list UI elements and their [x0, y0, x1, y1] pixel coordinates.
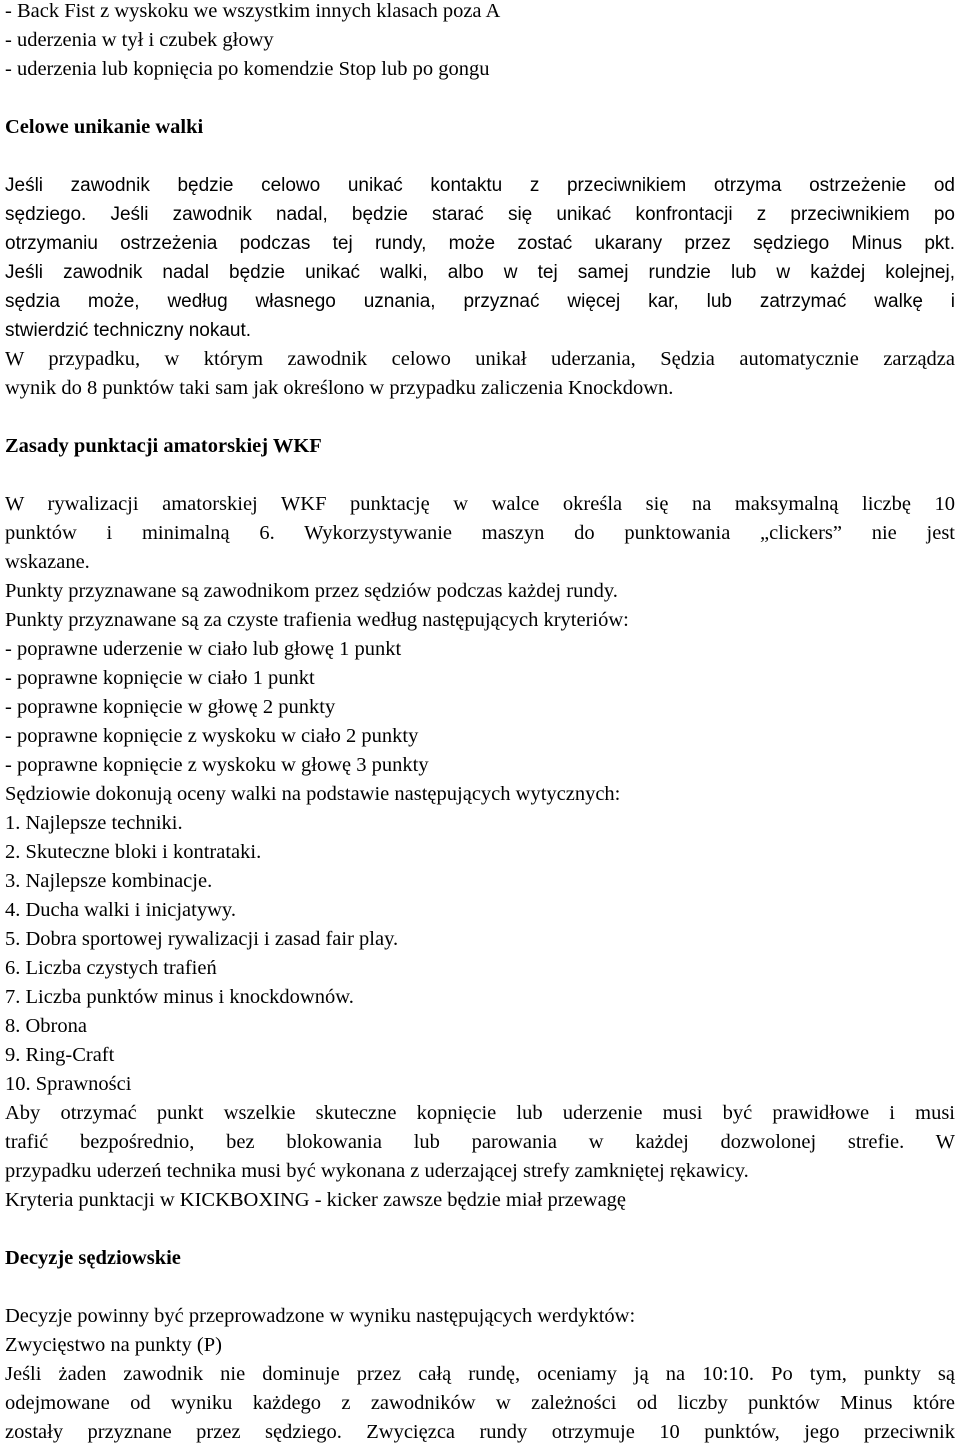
line-text: Aby otrzymać punkt wszelkie skuteczne kopnięcie lub uderzenie musi być prawidłowe i musi: [5, 1102, 955, 1124]
list-item: - uderzenia w tył i czubek głowy: [5, 29, 274, 51]
line-text: odejmowane od wyniku każdego z zawodników w zależności od liczby punktów Minus które: [5, 1392, 955, 1414]
paragraph-line: wskazane.: [5, 551, 90, 573]
section-heading-scoring: Zasady punktacji amatorskiej WKF: [5, 435, 322, 457]
paragraph-line: Kryteria punktacji w KICKBOXING - kicker zawsze będzie miał przewagę: [5, 1189, 627, 1211]
paragraph-line: [5, 519, 955, 548]
list-item: 10. Sprawności: [5, 1073, 132, 1095]
list-item: - poprawne kopnięcie w ciało 1 punkt: [5, 667, 315, 689]
paragraph-line: [5, 200, 955, 229]
justified-line: [5, 171, 955, 200]
paragraph-line: [5, 229, 955, 258]
justified-line: [5, 287, 955, 316]
line-text: punktów i minimalną 6. Wykorzystywanie maszyn do punktowania „clickers” nie jest: [5, 522, 955, 544]
list-item: 3. Najlepsze kombinacje.: [5, 870, 213, 892]
spacer: [5, 1215, 955, 1244]
paragraph-line: [5, 490, 955, 519]
justified-line: [5, 229, 955, 258]
list-item: - Back Fist z wyskoku we wszystkim innych klasach poza A: [5, 0, 501, 22]
justified-line: [5, 345, 955, 374]
line-text: zostały przyznane przez sędziego. Zwycięzca rundy otrzymuje 10 punktów, jego przeciwnik: [5, 1421, 955, 1443]
section-heading-avoidance: Celowe unikanie walki: [5, 116, 204, 138]
line-text: Jeśli żaden zawodnik nie dominuje przez całą rundę, oceniamy ją na 10:10. Po tym, punkty są: [5, 1363, 955, 1385]
list-item: 4. Ducha walki i inicjatywy.: [5, 899, 236, 921]
paragraph-line: stwierdzić techniczny nokaut.: [5, 320, 252, 341]
paragraph-line: wynik do 8 punktów taki sam jak określono w przypadku zaliczenia Knockdown.: [5, 377, 674, 399]
paragraph-avoidance: [5, 171, 955, 345]
paragraph-line: [5, 1418, 955, 1447]
list-item: - uderzenia lub kopnięcia po komendzie Stop lub po gongu: [5, 58, 490, 80]
spacer: [5, 142, 955, 171]
paragraph-line: [5, 1389, 955, 1418]
line-text: sędziego. Jeśli zawodnik nadal, będzie starać się unikać konfrontacji z przeciwnikiem po: [5, 204, 955, 225]
section-heading-decisions: Decyzje sędziowskie: [5, 1247, 181, 1269]
paragraph-line: [5, 287, 955, 316]
line-text: sędzia może, według własnego uznania, przyznać więcej kar, lub zatrzymać walkę i: [5, 291, 955, 312]
list-item: 8. Obrona: [5, 1015, 87, 1037]
justified-line: [5, 1128, 955, 1157]
paragraph-line: [5, 345, 955, 374]
paragraph-line: Punkty przyznawane są za czyste trafienia według następujących kryteriów:: [5, 609, 629, 631]
paragraph-line: Decyzje powinny być przeprowadzone w wyniku następujących werdyktów:: [5, 1305, 636, 1327]
line-text: Jeśli zawodnik nadal będzie unikać walki, albo w tej samej rundzie lub w każdej kolejnej,: [5, 262, 955, 283]
list-item: 9. Ring-Craft: [5, 1044, 115, 1066]
list-item: 7. Liczba punktów minus i knockdownów.: [5, 986, 354, 1008]
list-item: - poprawne uderzenie w ciało lub głowę 1 punkt: [5, 638, 402, 660]
spacer: [5, 403, 955, 432]
paragraph-line: [5, 171, 955, 200]
justified-line: [5, 1418, 955, 1447]
paragraph-line: Sędziowie dokonują oceny walki na podstawie następujących wytycznych:: [5, 783, 621, 805]
paragraph-line: przypadku uderzeń technika musi być wykonana z uderzającej strefy zamkniętej rękawicy.: [5, 1160, 749, 1182]
paragraph-line: [5, 1128, 955, 1157]
justified-line: [5, 1360, 955, 1389]
spacer: [5, 461, 955, 490]
list-item: 5. Dobra sportowej rywalizacji i zasad fair play.: [5, 928, 399, 950]
justified-line: [5, 200, 955, 229]
spacer: [5, 84, 955, 113]
list-item: - poprawne kopnięcie w głowę 2 punkty: [5, 696, 336, 718]
spacer: [5, 1273, 955, 1302]
line-text: Jeśli zawodnik będzie celowo unikać kontaktu z przeciwnikiem otrzyma ostrzeżenie od: [5, 175, 955, 196]
line-text: W rywalizacji amatorskiej WKF punktację w walce określa się na maksymalną liczbę 10: [5, 493, 955, 515]
justified-line: [5, 258, 955, 287]
justified-line: [5, 490, 955, 519]
paragraph-line: [5, 258, 955, 287]
list-item: 1. Najlepsze techniki.: [5, 812, 183, 834]
line-text: W przypadku, w którym zawodnik celowo unikał uderzania, Sędzia automatycznie zarządza: [5, 348, 955, 370]
list-item: 2. Skuteczne bloki i kontrataki.: [5, 841, 262, 863]
document-page: [5, 0, 955, 1447]
justified-line: [5, 1099, 955, 1128]
list-item: - poprawne kopnięcie z wyskoku w głowę 3 punkty: [5, 754, 429, 776]
justified-line: [5, 519, 955, 548]
paragraph-line: [5, 1360, 955, 1389]
list-item: 6. Liczba czystych trafień: [5, 957, 217, 979]
line-text: trafić bezpośrednio, bez blokowania lub parowania w każdej dozwolonej strefie. W: [5, 1131, 955, 1153]
subheading: Zwycięstwo na punkty (P): [5, 1334, 222, 1356]
justified-line: [5, 1389, 955, 1418]
line-text: otrzymaniu ostrzeżenia podczas tej rundy, może zostać ukarany przez sędziego Minus pkt.: [5, 233, 955, 254]
paragraph-line: Punkty przyznawane są zawodnikom przez sędziów podczas każdej rundy.: [5, 580, 618, 602]
list-item: - poprawne kopnięcie z wyskoku w ciało 2 punkty: [5, 725, 419, 747]
paragraph-line: [5, 1099, 955, 1128]
